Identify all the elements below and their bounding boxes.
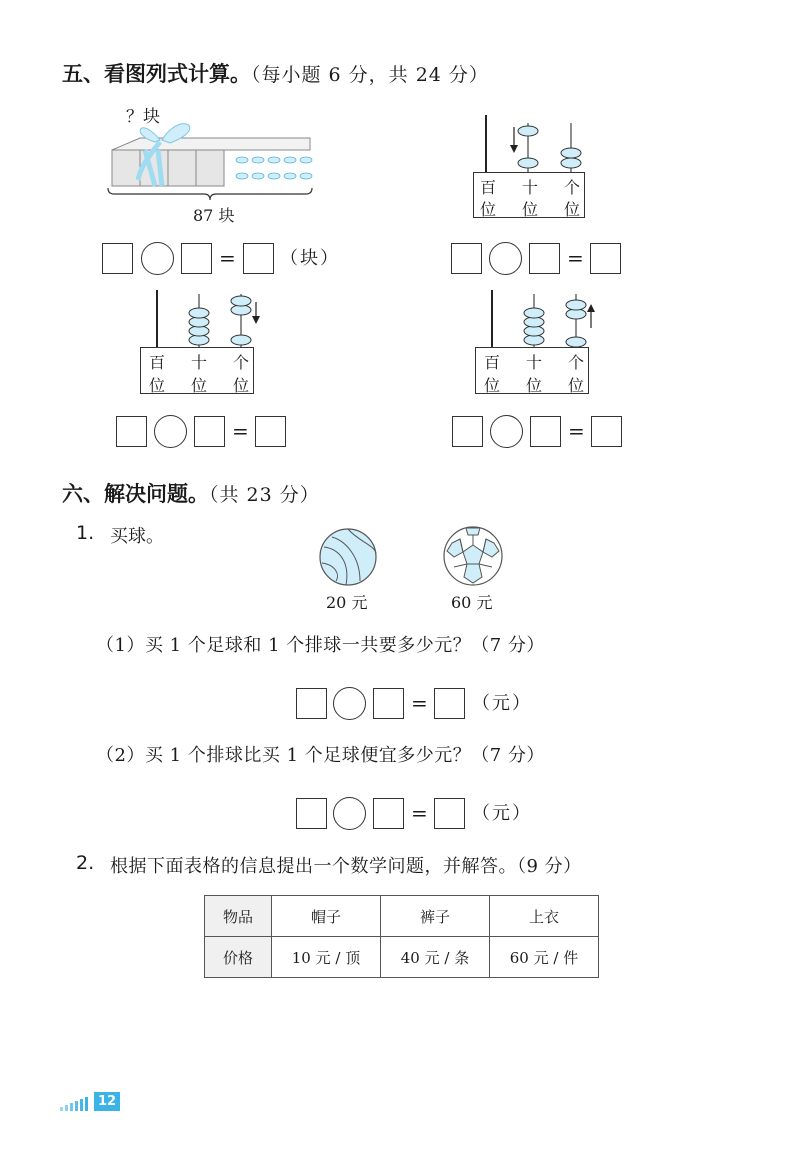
place-label: 位 xyxy=(149,376,166,395)
answer-box[interactable] xyxy=(530,416,561,447)
answer-box[interactable] xyxy=(452,416,483,447)
section6-note: （共 23 分） xyxy=(209,484,320,506)
place-label: 十 xyxy=(526,353,543,372)
operator-circle[interactable] xyxy=(141,242,174,275)
equals-sign: = xyxy=(232,419,249,443)
answer-box[interactable] xyxy=(243,243,274,274)
place-label: 位 xyxy=(480,200,497,219)
place-label: 位 xyxy=(191,376,208,395)
operator-circle[interactable] xyxy=(489,242,522,275)
table-row xyxy=(205,896,599,937)
soccer-ball-image xyxy=(442,525,504,587)
question-title: 买球。 xyxy=(110,526,164,547)
answer-box[interactable] xyxy=(451,243,482,274)
page-number: 12 xyxy=(94,1092,120,1111)
place-label: 百 xyxy=(480,178,497,197)
section5-heading xyxy=(62,58,489,88)
price-table xyxy=(204,895,599,978)
section5-note: （每小题 6 分，共 24 分） xyxy=(251,64,489,86)
place-label: 百 xyxy=(149,353,166,372)
table-cell: 物品 xyxy=(205,896,272,937)
table-cell: 价格 xyxy=(205,937,272,978)
operator-circle[interactable] xyxy=(490,415,523,448)
answer-box[interactable] xyxy=(296,798,327,829)
section5-title: 五、看图列式计算。 xyxy=(62,62,251,86)
soccer-price: 60 元 xyxy=(451,593,493,612)
answer-box[interactable] xyxy=(590,243,621,274)
volleyball-image xyxy=(318,527,378,587)
place-label: 百 xyxy=(484,353,501,372)
answer-box[interactable] xyxy=(529,243,560,274)
gift-box-illustration xyxy=(100,110,325,205)
place-label: 个 xyxy=(233,353,250,372)
place-label: 位 xyxy=(484,376,501,395)
volleyball-price: 20 元 xyxy=(326,593,368,612)
sub-question-1: （1）买 1 个足球和 1 个排球一共要多少元？（7 分） xyxy=(96,635,545,656)
answer-box[interactable] xyxy=(181,243,212,274)
table-cell: 10 元 / 顶 xyxy=(272,937,381,978)
abacus-c-label-box xyxy=(475,347,589,394)
place-label: 十 xyxy=(522,178,539,197)
table-row xyxy=(205,937,599,978)
place-label: 位 xyxy=(233,376,250,395)
question-text: 根据下面表格的信息提出一个数学问题，并解答。（9 分） xyxy=(110,856,582,877)
operator-circle[interactable] xyxy=(154,415,187,448)
place-label: 十 xyxy=(191,353,208,372)
answer-box[interactable] xyxy=(116,416,147,447)
abacus-b-label-box xyxy=(140,347,254,394)
abacus-a-rods xyxy=(470,115,590,175)
question-number: 2. xyxy=(76,852,95,874)
answer-box[interactable] xyxy=(434,688,465,719)
answer-box[interactable] xyxy=(194,416,225,447)
abacus-b-rods xyxy=(138,290,268,350)
abacus-c-rods xyxy=(473,290,603,350)
answer-box[interactable] xyxy=(434,798,465,829)
answer-box[interactable] xyxy=(591,416,622,447)
table-cell: 40 元 / 条 xyxy=(381,937,490,978)
equals-sign: = xyxy=(411,691,428,715)
table-cell: 上衣 xyxy=(490,896,599,937)
place-label: 个 xyxy=(568,353,585,372)
unit-label: （元） xyxy=(472,803,532,824)
equals-sign: = xyxy=(568,419,585,443)
answer-box[interactable] xyxy=(373,798,404,829)
equals-sign: = xyxy=(567,246,584,270)
table-cell: 帽子 xyxy=(272,896,381,937)
signal-bars-icon xyxy=(60,1094,94,1111)
gift-bottom-label: 87 块 xyxy=(193,206,235,225)
place-label: 位 xyxy=(568,376,585,395)
equals-sign: = xyxy=(411,801,428,825)
answer-box[interactable] xyxy=(255,416,286,447)
operator-circle[interactable] xyxy=(333,797,366,830)
question-number: 1. xyxy=(76,522,95,544)
answer-box[interactable] xyxy=(296,688,327,719)
place-label: 位 xyxy=(526,376,543,395)
table-cell: 裤子 xyxy=(381,896,490,937)
operator-circle[interactable] xyxy=(333,687,366,720)
section6-title: 六、解决问题。 xyxy=(62,482,209,506)
abacus-a-label-box xyxy=(473,172,585,218)
section6-heading xyxy=(62,478,320,508)
gift-top-label: ？块 xyxy=(126,107,160,127)
place-label: 个 xyxy=(564,178,581,197)
sub-question-2: （2）买 1 个排球比买 1 个足球便宜多少元？（7 分） xyxy=(96,745,545,766)
place-label: 位 xyxy=(564,200,581,219)
unit-label: （元） xyxy=(472,693,532,714)
equals-sign: = xyxy=(219,246,236,270)
answer-box[interactable] xyxy=(102,243,133,274)
answer-box[interactable] xyxy=(373,688,404,719)
place-label: 位 xyxy=(522,200,539,219)
table-cell: 60 元 / 件 xyxy=(490,937,599,978)
unit-label: （块） xyxy=(280,248,340,269)
